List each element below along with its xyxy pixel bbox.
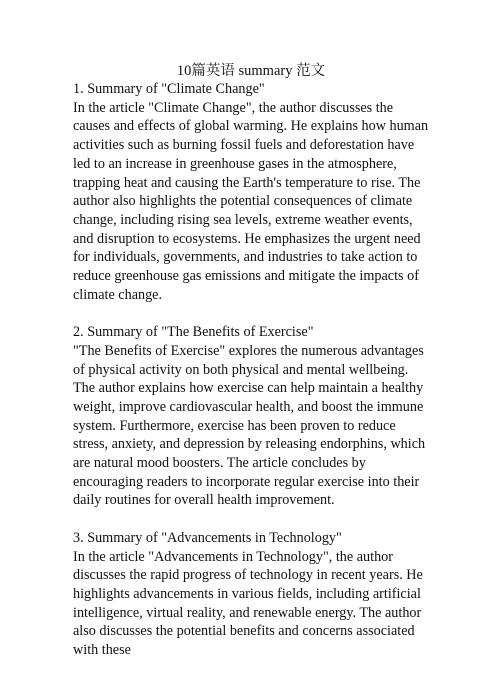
section-body: In the article "Advancements in Technology", the author discusses the rapid progress of technology in recent years. He highlights advancements in various fields, including artificial intelligence, virtual reality, and renewable energy. The author also discusses the potential benefits and concerns associated with these [73,548,423,659]
section-heading: 2. Summary of "The Benefits of Exercise" [73,324,314,341]
summary-section-1 [73,80,433,304]
summary-section-3 [73,529,433,660]
document-content [73,80,433,678]
section-body: In the article "Climate Change", the author discusses the causes and effects of global warming. He explains how human activities such as burning fossil fuels and deforestation have led to an increase in greenhouse gases in the atmosphere, trapping heat and causing the Earth's temperature to rise. The author also highlights the potential consequences of climate change, including rising sea levels, extreme weather events, and disruption to ecosystems. He emphasizes the urgent need for individuals, governments, and industries to take action to reduce greenhouse gas emissions and mitigate the impacts of climate change. [73,99,429,303]
section-body: "The Benefits of Exercise" explores the numerous advantages of physical activity on both physical and mental wellbeing. The author explains how exercise can help maintain a healthy weight, improve cardiovascular health, and boost the immune system. Furthermore, exercise has been proven to reduce stress, anxiety, and depression by releasing endorphins, which are natural mood boosters. The article concludes by encouraging readers to incorporate regular exercise into their daily routines for overall health improvement. [73,342,426,509]
section-heading: 1. Summary of "Climate Change" [73,81,265,97]
section-heading: 3. Summary of "Advancements in Technology" [73,529,342,546]
document-title: 10篇英语 summary 范文 [176,63,326,79]
summary-section-2 [73,323,433,510]
